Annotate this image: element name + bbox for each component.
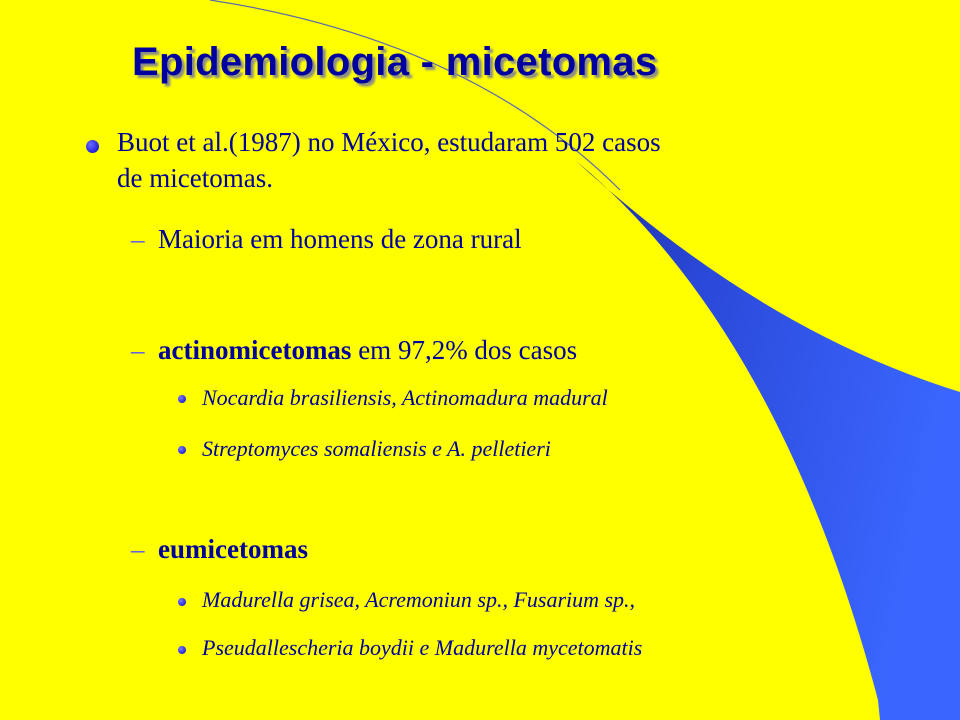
dash-icon: –: [131, 534, 145, 564]
small-bullet-icon: [178, 646, 186, 654]
dash-icon: –: [131, 224, 145, 254]
small-bullet-icon: [178, 598, 186, 606]
sub-item-eumicetomas: [158, 532, 308, 566]
actino-species-2: Streptomyces somaliensis e A. pelletieri: [202, 436, 551, 461]
actinomicetomas-rest: em 97,2% dos casos: [351, 335, 578, 365]
slide-title: Epidemiologia - micetomas: [132, 40, 658, 84]
actino-species-1: Nocardia brasiliensis, Actinomadura madural: [202, 385, 608, 410]
sub-item-rural: Maioria em homens de zona rural: [158, 224, 522, 254]
actinomicetomas-label: actinomicetomas: [158, 335, 352, 365]
main-bullet-line-2: de micetomas.: [117, 163, 273, 193]
small-bullet-icon: [178, 446, 186, 454]
main-bullet-line-1: Buot et al.(1987) no México, estudaram 502 casos: [117, 127, 661, 157]
dash-icon: –: [131, 335, 145, 365]
eumicetomas-label: eumicetomas: [158, 534, 308, 564]
bullet-icon: [86, 140, 99, 153]
main-bullet-text: [117, 124, 877, 196]
eumi-species-2: Pseudallescheria boydii e Madurella mycetomatis: [202, 635, 643, 660]
small-bullet-icon: [178, 395, 186, 403]
eumi-species-1: Madurella grisea, Acremoniun sp., Fusarium sp.,: [202, 587, 636, 612]
sub-item-actinomicetomas: [158, 333, 577, 367]
